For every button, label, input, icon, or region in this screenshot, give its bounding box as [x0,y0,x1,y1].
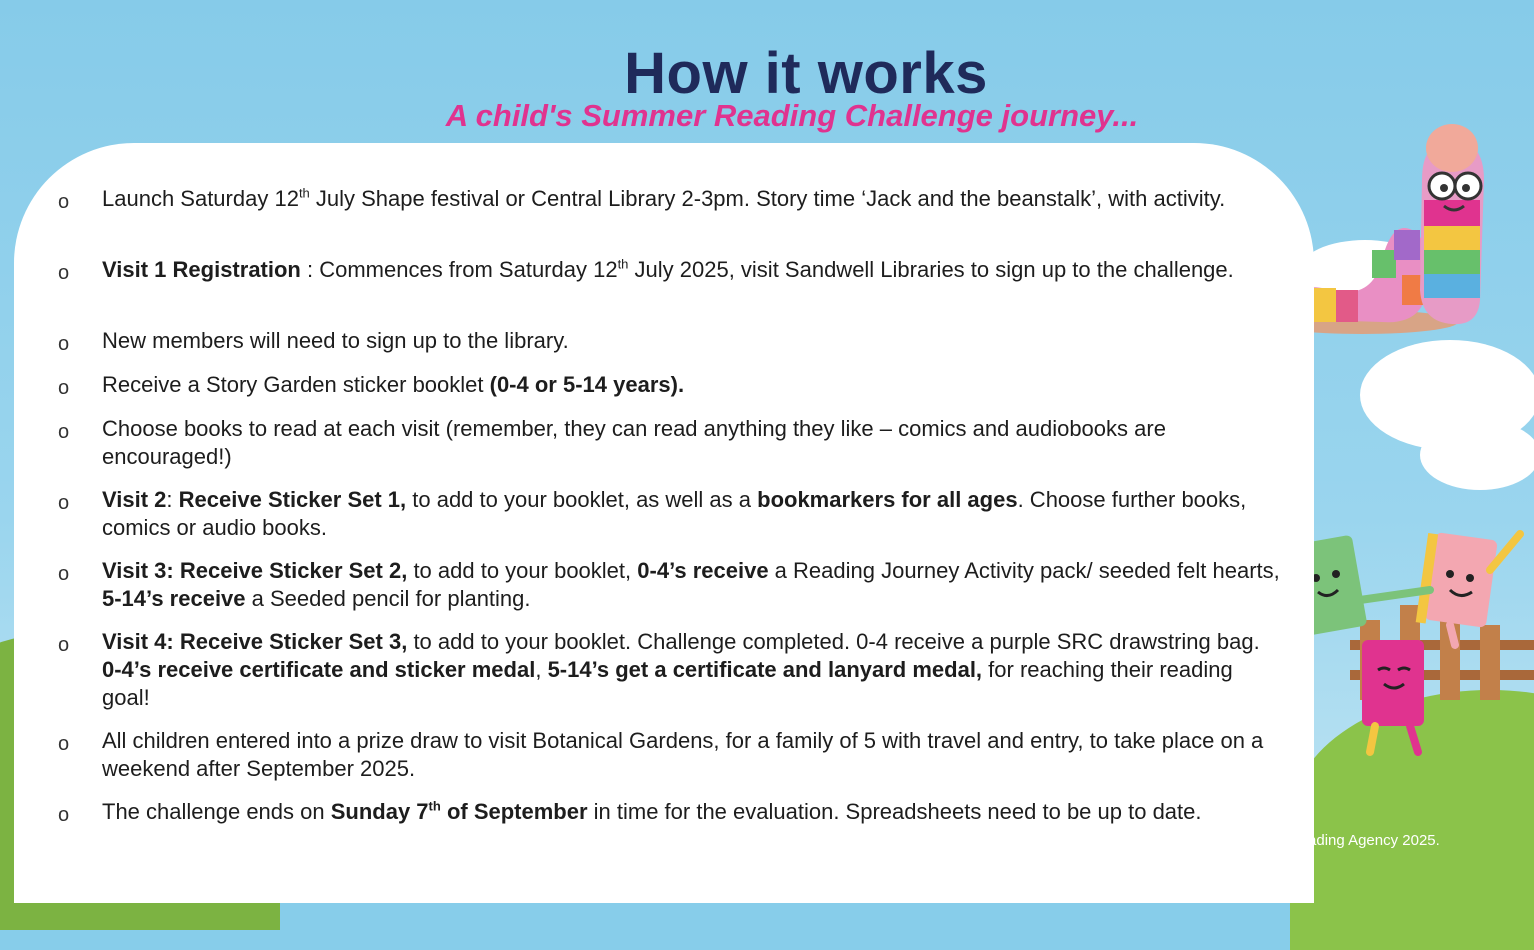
list-item [0,557,1280,613]
list-item-text: Launch Saturday 12 [102,186,299,211]
list-item [0,727,1280,783]
list-item-text: Choose books to read at each visit (remember, they can read anything they like – comics and audiobooks are encouraged!) [102,416,1166,469]
list-item-text: July Shape festival or Central Library 2-3pm. Story time ‘Jack and the beanstalk’, with activity. [309,186,1226,211]
list-item-text: All children entered into a prize draw to visit Botanical Gardens, for a family of 5 with travel and entry, to take place on a weekend after September 2025. [102,728,1264,781]
bullet-icon: o [58,333,70,355]
list-item-text: . Choose further books, comics or audio books. [102,487,1247,540]
bullet-icon: o [58,377,70,399]
list-item-text: : [166,487,179,512]
bullet-icon: o [58,492,70,514]
bullet-icon: o [58,421,70,443]
list-item [0,798,1280,826]
list-item-text: a Seeded pencil for planting. [245,586,531,611]
list-item-text: 0-4’s receive [637,558,769,583]
list-item-text: in time for the evaluation. Spreadsheets need to be up to date. [587,799,1202,824]
list-item-text: Sunday 7 [330,799,429,824]
list-item-text: , [535,657,548,682]
list-item [0,486,1280,542]
list-item-text: to add to your booklet. Challenge completed. 0-4 receive a purple SRC drawstring bag. [407,629,1260,654]
list-item-text: Receive Sticker Set 1, [178,487,407,512]
bullet-icon: o [58,634,70,656]
list-item-text: July 2025, visit Sandwell Libraries to sign up to the challenge. [628,257,1234,282]
list-item [0,415,1280,471]
list-item-text: Visit 3: Receive Sticker Set 2, [102,558,408,583]
list-item-text: Visit 1 Registration [102,257,301,282]
list-item-text: bookmarkers for all ages [757,487,1018,512]
list-item-text: to add to your booklet, as well as a [406,487,758,512]
list-item-text: Visit 4: Receive Sticker Set 3, [102,629,408,654]
list-item-text: 5-14’s receive [102,586,246,611]
list-item-text: New members will need to sign up to the library. [102,328,569,353]
page-title: How it works [624,41,988,106]
cloud-decoration [1420,420,1534,490]
list-item [0,185,1280,213]
list-item-text: th [428,798,441,814]
bullet-icon: o [58,191,70,213]
list-item-text: 0-4’s receive certificate and sticker medal [102,657,536,682]
list-item-text: 5-14’s get a certificate and lanyard medal, [547,657,983,682]
list-item-text: for reaching their reading goal! [102,657,1233,710]
copyright-footer: he Reading Agency 2025. [1268,832,1440,849]
list-item-text: of September [440,799,588,824]
bullet-icon: o [58,262,70,284]
list-item-text: (0-4 or 5-14 years). [489,372,685,397]
list-item-text: The challenge ends on [102,799,331,824]
list-item [0,256,1280,284]
list-item-text: : Commences from Saturday 12 [300,257,618,282]
bullet-icon: o [58,804,70,826]
list-item-text: Visit 2 [102,487,167,512]
list-item-text: a Reading Journey Activity pack/ seeded felt hearts, [768,558,1280,583]
list-item-text: th [298,185,310,201]
bullet-icon: o [58,733,70,755]
bullet-icon: o [58,563,70,585]
list-item-text: Receive a Story Garden sticker booklet [102,372,490,397]
list-item [0,628,1280,712]
list-item [0,327,1280,355]
list-item-text: to add to your booklet, [407,558,638,583]
list-item [0,371,1280,399]
page-subtitle: A child's Summer Reading Challenge journey... [445,98,1139,133]
list-item-text: th [617,256,629,272]
